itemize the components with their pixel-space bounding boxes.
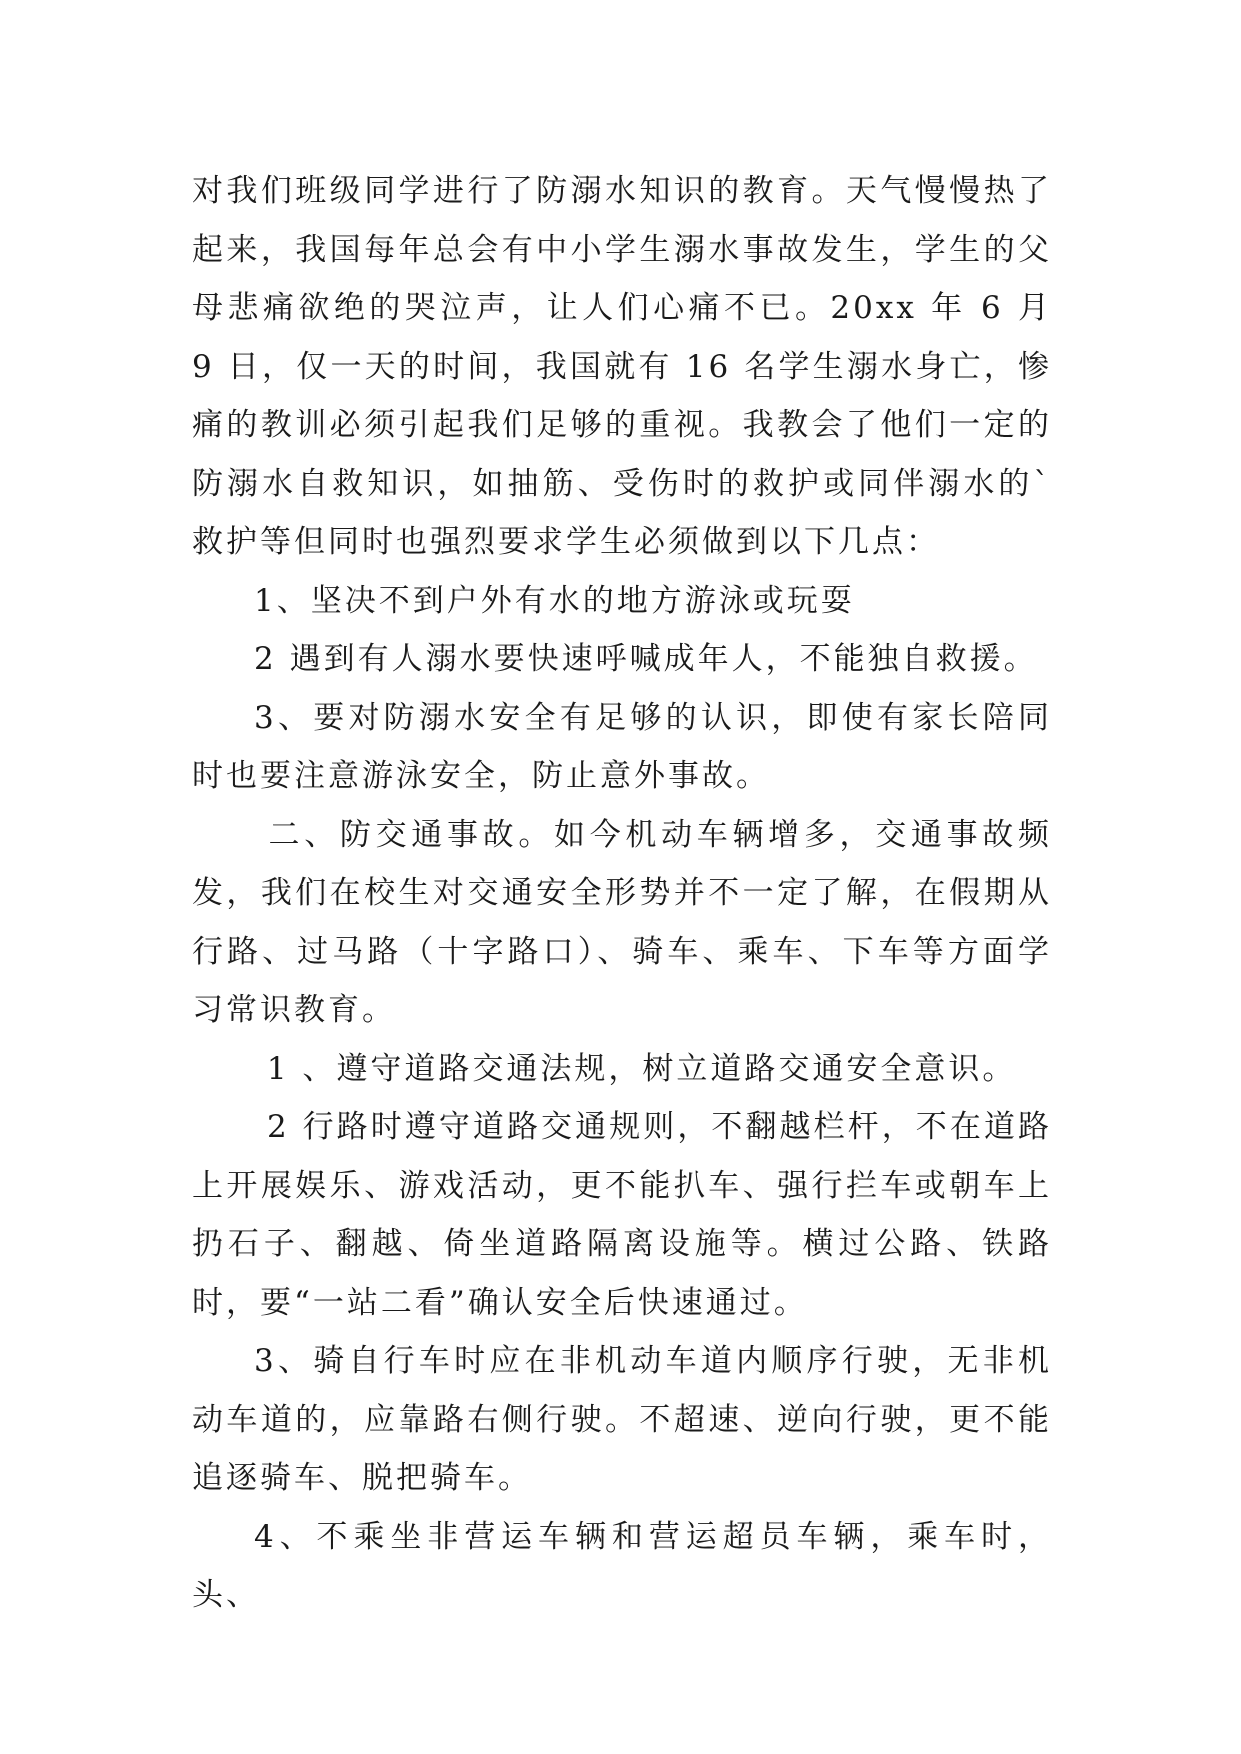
paragraph-rule-3: 3、要对防溺水安全有足够的认识，即使有家长陪同时也要注意游泳安全，防止意外事故。 [192,699,1052,794]
document-body [192,162,1065,1625]
paragraph-traffic-rule-4: 4、不乘坐非营运车辆和营运超员车辆，乘车时，头、 [192,1518,1052,1613]
paragraph-traffic-rule-2: 2 行路时遵守道路交通规则，不翻越栏杆，不在道路上开展娱乐、游戏活动，更不能扒车、强行拦车或朝车上扔石子、翻越、倚坐道路隔离设施等。横过公路、铁路时，要“一站二看”确认安全后快速通过。 [192,1109,1053,1321]
paragraph-traffic-safety: 二、防交通事故。如今机动车辆增多，交通事故频发，我们在校生对交通安全形势并不一定了解，在假期从行路、过马路（十字路口）、骑车、乘车、下车等方面学习常识教育。 [192,816,1052,1028]
paragraph-rule-1: 1、坚决不到户外有水的地方游泳或玩耍 [254,582,855,619]
paragraph-traffic-rule-1: 1 、遵守道路交通法规，树立道路交通安全意识。 [254,1050,1017,1087]
paragraph-rule-2: 2 遇到有人溺水要快速呼喊成年人，不能独自救援。 [254,641,1038,677]
paragraph-traffic-rule-3: 3、骑自行车时应在非机动车道内顺序行驶，无非机动车道的，应靠路右侧行驶。不超速、逆向行驶，更不能追逐骑车、脱把骑车。 [192,1343,1052,1496]
paragraph-drowning-education: 对我们班级同学进行了防溺水知识的教育。天气慢慢热了起来，我国每年总会有中小学生溺水事故发生，学生的父母悲痛欲绝的哭泣声，让人们心痛不已。20xx 年 6 月 9 日，仅一天的时间，我国就有 16 名学生溺水身亡，惨痛的教训必须引起我们足够的重视。我教会了他们一定的防溺水自救知识，如抽筋、受伤时的救护或同伴溺水的`救护等但同时也强烈要求学生必须做到以下几点： [192,173,1065,560]
